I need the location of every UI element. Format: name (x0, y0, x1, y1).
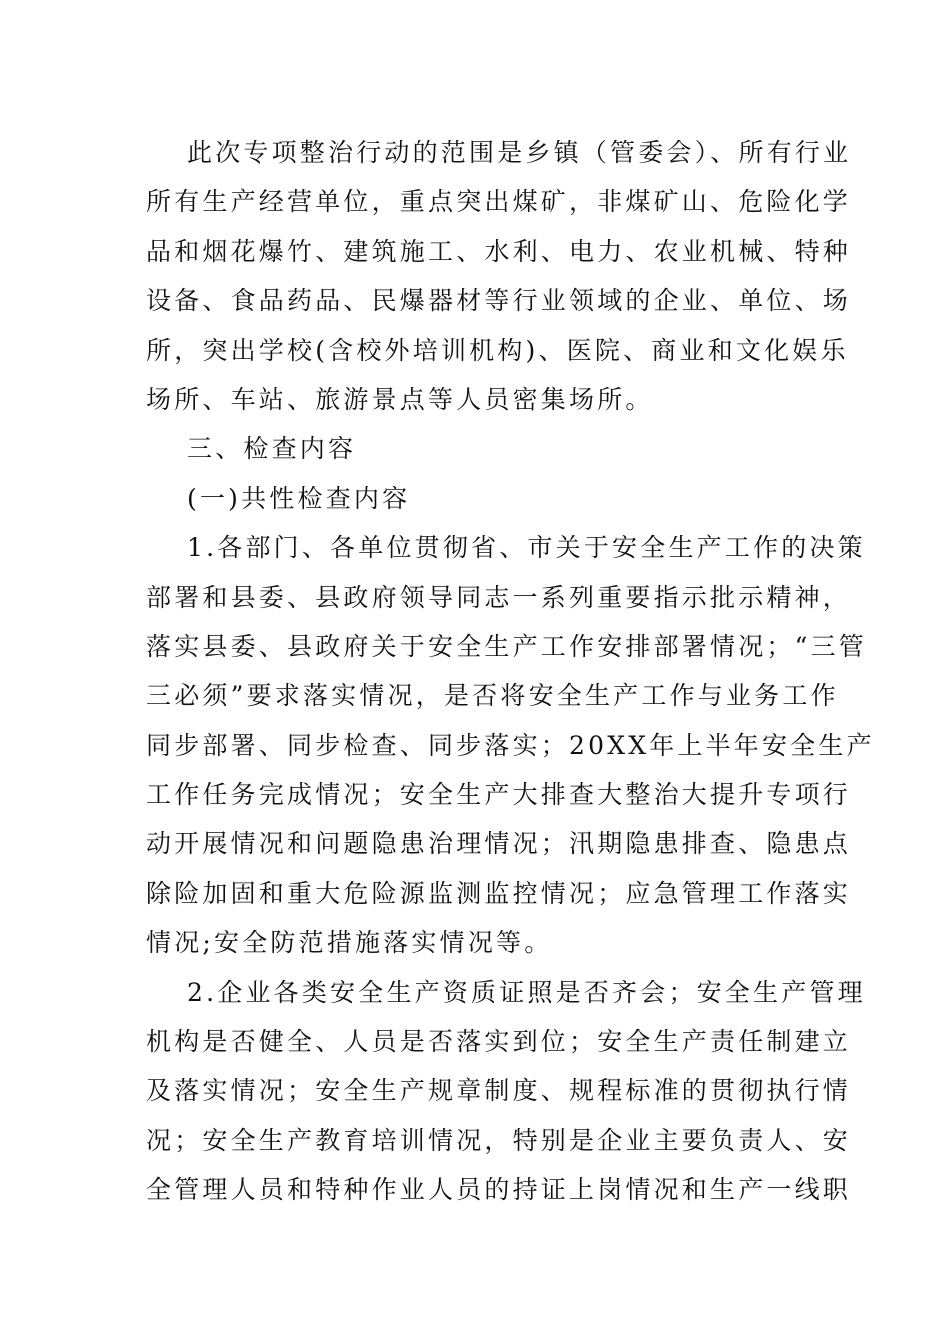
paragraph-line: 场所、车站、旅游景点等人员密集场所。 (146, 384, 654, 414)
paragraph-line: 设备、食品药品、民爆器材等行业领域的企业、单位、场 (146, 286, 852, 316)
paragraph-line: 部署和县委、县政府领导同志一系列重要指示批示精神， (146, 582, 852, 612)
paragraph-line: 动开展情况和问题隐患治理情况；汛期隐患排查、隐患点 (146, 829, 852, 859)
section-heading: 三、检查内容 (187, 434, 357, 464)
paragraph-line: 同步部署、同步检查、同步落实；20XX年上半年安全生产 (146, 730, 875, 760)
paragraph-line: 所，突出学校(含校外培训机构)、医院、商业和文化娱乐 (146, 335, 849, 365)
document-body (146, 128, 875, 1215)
paragraph-line: 情况;安全防范措施落实情况等。 (146, 928, 553, 958)
paragraph-line: 况；安全生产教育培训情况，特别是企业主要负责人、安 (146, 1125, 852, 1155)
paragraph-line: 三必须”要求落实情况，是否将安全生产工作与业务工作 (146, 681, 839, 711)
paragraph-line: 此次专项整治行动的范围是乡镇（管委会）、所有行业 (187, 138, 852, 167)
paragraph-line: 及落实情况；安全生产规章制度、规程标准的贯彻执行情 (146, 1076, 852, 1106)
paragraph-line: 2.企业各类安全生产资质证照是否齐会；安全生产管理 (187, 977, 866, 1007)
paragraph-line: 品和烟花爆竹、建筑施工、水利、电力、农业机械、特种 (146, 236, 852, 266)
paragraph-line: 全管理人员和特种作业人员的持证上岗情况和生产一线职 (146, 1175, 852, 1205)
paragraph-line: 落实县委、县政府关于安全生产工作安排部署情况；“三管 (146, 631, 867, 661)
paragraph-line: 所有生产经营单位，重点突出煤矿，非煤矿山、危险化学 (146, 187, 852, 217)
subsection-heading: (一)共性检查内容 (187, 483, 411, 513)
paragraph-line: 1.各部门、各单位贯彻省、市关于安全生产工作的决策 (187, 533, 866, 563)
paragraph-line: 除险加固和重大危险源监测监控情况；应急管理工作落实 (146, 878, 852, 908)
paragraph-line: 工作任务完成情况；安全生产大排查大整治大提升专项行 (146, 780, 852, 810)
paragraph-line: 机构是否健全、人员是否落实到位；安全生产责任制建立 (146, 1027, 852, 1057)
